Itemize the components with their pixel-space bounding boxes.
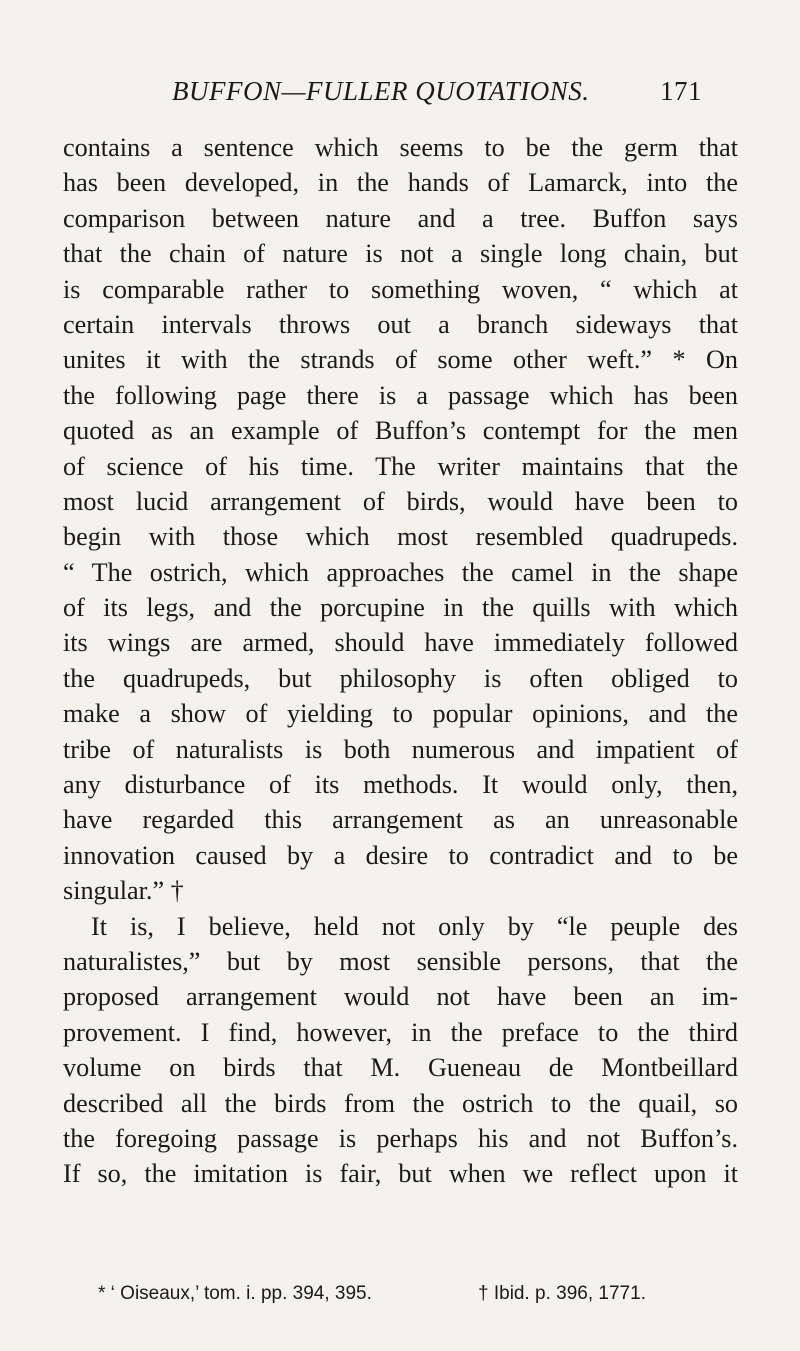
- text-line: the quadrupeds, but philosophy is often obliged to: [63, 663, 738, 693]
- text-line: innovation caused by a desire to contradict and to be: [63, 840, 738, 870]
- text-line: naturalistes,” but by most sensible persons, that the: [63, 946, 738, 976]
- text-line: its wings are armed, should have immediately followed: [63, 628, 738, 658]
- text-line: make a show of yielding to popular opinions, and the: [63, 699, 738, 729]
- text-line: of science of his time. The writer maintains that the: [63, 451, 738, 481]
- body-text: [63, 130, 738, 1192]
- text-line: have regarded this arrangement as an unreasonable: [63, 805, 738, 835]
- text-line: has been developed, in the hands of Lamarck, into the: [63, 168, 738, 198]
- footnote-2: † Ibid. p. 396, 1771.: [478, 1283, 646, 1304]
- footnotes: [98, 1283, 753, 1309]
- text-line: contains a sentence which seems to be the germ that: [63, 133, 738, 162]
- text-line: is comparable rather to something woven, “ which at: [63, 274, 738, 304]
- text-line: of its legs, and the porcupine in the quills with which: [63, 593, 738, 623]
- page-header: [120, 76, 740, 116]
- footnote-1: * ‘ Oiseaux,’ tom. i. pp. 394, 395.: [98, 1283, 372, 1304]
- text-line: the foregoing passage is perhaps his and not Buffon’s.: [63, 1123, 738, 1153]
- text-line: most lucid arrangement of birds, would have been to: [63, 486, 738, 516]
- text-line: comparison between nature and a tree. Buffon says: [63, 203, 738, 233]
- text-line: unites it with the strands of some other weft.” * On: [63, 345, 738, 375]
- text-line: It is, I believe, held not only by “le peuple des: [91, 911, 738, 941]
- text-line: that the chain of nature is not a single long chain, but: [63, 239, 738, 269]
- text-line: the following page there is a passage which has been: [63, 380, 738, 410]
- text-line: If so, the imitation is fair, but when we reflect upon it: [63, 1159, 738, 1189]
- text-line: provement. I find, however, in the preface to the third: [63, 1017, 738, 1047]
- text-line: “ The ostrich, which approaches the camel in the shape: [63, 557, 738, 587]
- page-number: 171: [660, 76, 702, 106]
- text-line: volume on birds that M. Gueneau de Montbeillard: [63, 1053, 738, 1083]
- text-line: any disturbance of its methods. It would only, then,: [63, 770, 738, 800]
- text-line: certain intervals throws out a branch sideways that: [63, 309, 738, 339]
- text-line: tribe of naturalists is both numerous and impatient of: [63, 734, 738, 764]
- text-line: quoted as an example of Buffon’s contempt for the men: [63, 416, 738, 446]
- text-line: proposed arrangement would not have been an im-: [63, 982, 738, 1012]
- text-line: singular.” †: [63, 876, 184, 906]
- text-line: begin with those which most resembled quadrupeds.: [63, 522, 738, 552]
- text-line: described all the birds from the ostrich to the quail, so: [63, 1088, 738, 1118]
- running-title: BUFFON—FULLER QUOTATIONS.: [172, 76, 590, 106]
